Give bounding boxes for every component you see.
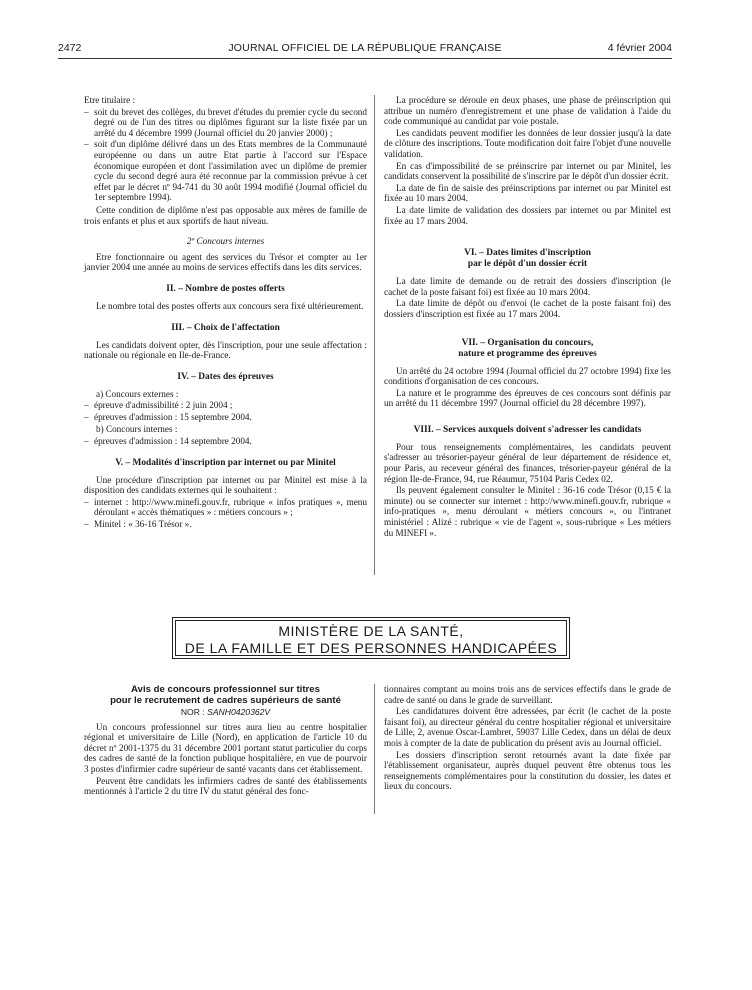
diploma-list [84, 107, 367, 203]
list-item: – internet : http://www.minefi.gouv.fr, rubrique « infos pratiques », menu déroulant « accès thématiques » : métiers concours » ; [84, 497, 367, 518]
nor-reference [84, 707, 367, 718]
registration-list [84, 497, 367, 530]
list-item: – soit d'un diplôme délivré dans un des Etats membres de la Communauté européenne ou dans un autre Etat partie à l'accord sur l'Espace économique européen et dont l'assimilation avec un diplôme de premier cycle du second degré aura été reconnue par la commission prévue à cet effet par le décret nº 94-741 du 30 août 1994 modifié (Journal officiel du 1er septembre 1994). [84, 139, 367, 203]
paragraph: Les dossiers d'inscription seront retournés avant la date fixée par l'établissement organisateur, auprès duquel peuvent être obtenus tous les renseignements complémentaires pour la constitution du dossier, les dates et lieux du concours. [384, 749, 671, 792]
dates-list [84, 400, 367, 422]
list-item: – soit du brevet des collèges, du brevet d'études du premier cycle du second degré ou de l'un des titres ou diplômes figurant sur la liste fixée par un arrêté du 4 décembre 1999 (Journal officiel du 20 janvier 2000) ; [84, 107, 367, 139]
column-divider [374, 684, 375, 814]
paragraph: La date limite de validation des dossiers par internet ou par Minitel est fixée au 17 mars 2004. [384, 204, 671, 226]
avis-title [84, 684, 367, 706]
paragraph: a) Concours externes : [96, 388, 179, 399]
nor-label: NOR : [180, 707, 205, 717]
paragraph: Les candidatures doivent être adressées, par écrit (le cachet de la poste faisant foi), au directeur général du centre hospitalier régional et universitaire de Lille, 2, avenue Oscar-Lambret, 59037 Lille Cedex, dans un délai de deux mois à compter de la date de publication du présent avis au Journal officiel. [384, 706, 671, 748]
section-title [384, 338, 671, 360]
dates-list [84, 436, 367, 447]
condition-text: Cette condition de diplôme n'est pas opposable aux mères de famille de trois enfants et plus et aux sportifs de haut niveau. [84, 204, 367, 226]
nor-code: SANH0420362V [207, 707, 271, 717]
section-title: II. – Nombre de postes offerts [166, 283, 285, 294]
section-title [384, 248, 671, 270]
subsection-title: 2º Concours internes [186, 236, 265, 247]
avis-title-line: Avis de concours professionnel sur titres [131, 684, 320, 695]
header-rule [58, 58, 672, 59]
paragraph: La date de fin de saisie des préinscriptions par internet ou par Minitel est fixée au 10 mars 2004. [384, 182, 671, 204]
paragraph: Un arrêté du 24 octobre 1994 (Journal officiel du 27 octobre 1994) fixe les conditions d'organisation de ces concours. [384, 365, 671, 387]
ministry-name-line1: MINISTÈRE DE LA SANTÉ, [278, 623, 464, 639]
list-item: – épreuve d'admissibilité : 2 juin 2004 ; [84, 400, 367, 411]
column-divider [374, 95, 375, 575]
journal-title: JOURNAL OFFICIEL DE LA RÉPUBLIQUE FRANÇAISE [228, 42, 502, 54]
avis-right-column [384, 684, 671, 793]
list-item: – épreuves d'admission : 14 septembre 2004. [84, 436, 367, 447]
paragraph: Les candidats peuvent modifier les données de leur dossier jusqu'à la date de clôture des inscriptions. Toute modification doit faire l'objet d'une nouvelle validation. [384, 127, 671, 159]
right-column [384, 95, 671, 539]
intro-text: Etre titulaire : [84, 95, 136, 105]
paragraph: La nature et le programme des épreuves de ces concours sont définis par un arrêté du 11 décembre 1997 (Journal officiel du 28 décembre 1997). [384, 387, 671, 409]
issue-date: 4 février 2004 [607, 42, 672, 54]
ministry-banner-inner [175, 620, 567, 656]
paragraph: Pour tous renseignements complémentaires, les candidats peuvent s'adresser au trésorier-payeur général de leur département de résidence et, pour Paris, au receveur général des finances, trésorier-payeur général de la région Ile-de-France, 94, rue Réaumur, 75104 Paris Cedex 02. [384, 441, 671, 484]
avis-title-line: pour le recrutement de cadres supérieurs de santé [110, 695, 341, 706]
paragraph: Les candidats doivent opter, dès l'inscription, pour une seule affectation : nationale ou régionale en Ile-de-France. [84, 339, 367, 361]
list-item: – épreuves d'admission : 15 septembre 2004. [84, 412, 367, 423]
avis-left-column [84, 684, 367, 798]
section-title-line: VII. – Organisation du concours, [461, 337, 594, 348]
left-column [84, 95, 367, 532]
section-title: III. – Choix de l'affectation [171, 322, 280, 333]
paragraph: La date limite de dépôt ou d'envoi (le cachet de la poste faisant foi) des dossiers d'inscription est fixée au 17 mars 2004. [384, 298, 671, 319]
ministry-name-line2: DE LA FAMILLE ET DES PERSONNES HANDICAPÉES [184, 640, 558, 656]
paragraph: La procédure se déroule en deux phases, une phase de préinscription qui attribue un numéro d'enregistrement et une phase de validation à l'aide du code communiqué au candidat par voie postale. [384, 95, 671, 127]
paragraph: tionnaires comptant au moins trois ans de services effectifs dans le grade de cadre de santé ou dans le grade de surveillant. [384, 684, 671, 705]
paragraph: Un concours professionnel sur titres aura lieu au centre hospitalier régional et universitaire de Lille (Nord), en application de l'article 10 du décret nº 2001-1375 du 31 décembre 2001 portant statut particulier du corps des cadres de santé de la fonction publique hospitalière, en vue de pourvoir 3 postes d'infirmier cadre supérieur de santé vacants dans cet établissement. [84, 721, 367, 774]
page-header [58, 42, 672, 56]
ministry-banner [172, 617, 570, 659]
page-number: 2472 [58, 42, 82, 54]
paragraph: Etre fonctionnaire ou agent des services du Trésor et compter au 1er janvier 2004 une année au moins de services effectifs dans les dits services. [84, 251, 367, 273]
section-title-line: nature et programme des épreuves [458, 348, 597, 359]
section-title-line: par le dépôt d'un dossier écrit [467, 259, 588, 270]
section-title: IV. – Dates des épreuves [177, 371, 274, 382]
paragraph: La date limite de demande ou de retrait des dossiers d'inscription (le cachet de la poste faisant foi) est fixée au 10 mars 2004. [384, 276, 671, 297]
paragraph: Une procédure d'inscription par internet ou par Minitel est mise à la disposition des candidats externes qui le souhaitent : [84, 474, 367, 496]
section-title: V. – Modalités d'inscription par internet ou par Minitel [115, 457, 336, 468]
paragraph: Peuvent être candidats les infirmiers cadres de santé des établissements mentionnés à l'article 2 du titre IV du statut général des fonc- [84, 775, 367, 797]
paragraph: En cas d'impossibilité de se préinscrire par internet ou par Minitel, les candidats conservent la possibilité de s'inscrire par le dépôt d'un dossier écrit. [384, 160, 671, 182]
section-title: VIII. – Services auxquels doivent s'adresser les candidats [413, 424, 642, 435]
paragraph: b) Concours internes : [96, 424, 178, 435]
paragraph: Le nombre total des postes offerts aux concours sera fixé ultérieurement. [96, 300, 364, 311]
list-item: – Minitel : « 36-16 Trésor ». [84, 519, 367, 530]
paragraph: Ils peuvent également consulter le Minitel : 36-16 code Trésor (0,15 € la minute) ou se connecter sur internet : http://www.minefi.gouv.fr, rubrique « info-pratiques », menu déroulant « métiers concours », ou l'intranet ministériel : Alizé : rubrique « vie de l'agent », sous-rubrique « Les métiers du MINEFI ». [384, 485, 671, 538]
section-title-line: VI. – Dates limites d'inscription [464, 248, 591, 259]
